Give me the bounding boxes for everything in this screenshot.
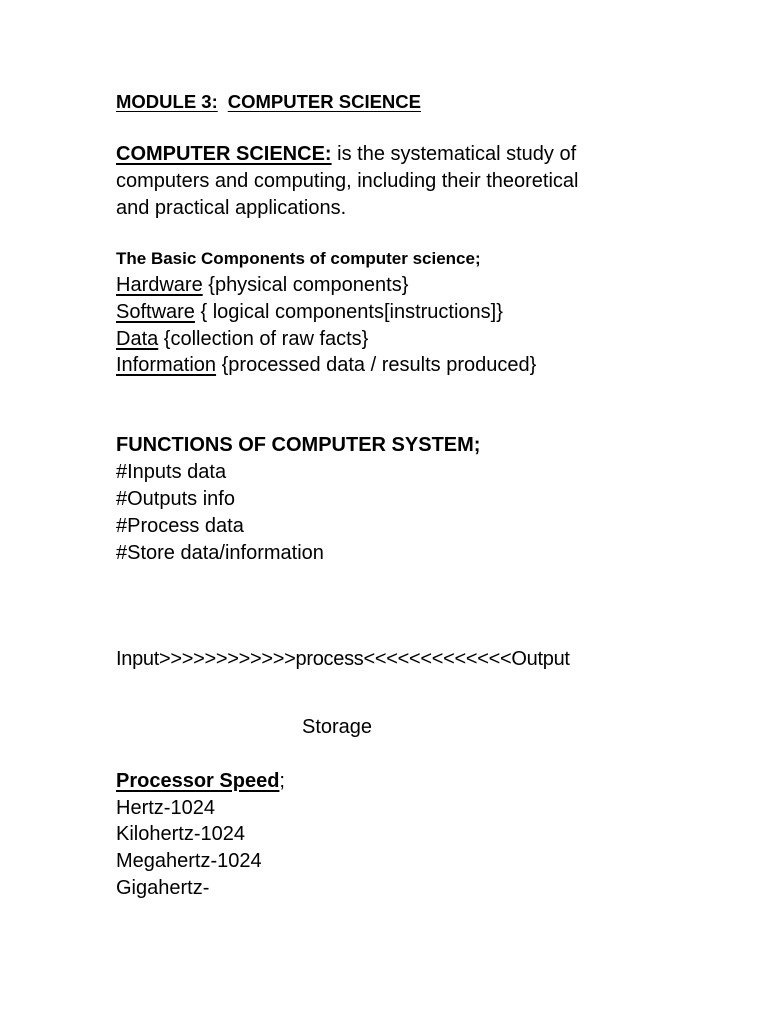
components-heading: The Basic Components of computer science; [116, 249, 481, 268]
function-item: #Store data/information [116, 542, 324, 564]
definition-term: COMPUTER SCIENCE: [116, 143, 332, 165]
processor-heading-line [116, 768, 285, 795]
processor-heading: Processor Speed [116, 770, 280, 792]
component-term: Information [116, 354, 217, 376]
component-item [116, 326, 368, 353]
processor-heading-suffix: ; [279, 770, 285, 792]
component-term: Data [116, 328, 159, 350]
module-subject: COMPUTER SCIENCE [227, 91, 421, 112]
function-item: #Outputs info [116, 488, 235, 510]
definition-line-1 [116, 141, 576, 168]
document-page [116, 0, 736, 1024]
definition-text-1: is the systematical study of [331, 143, 577, 165]
processor-item: Hertz-1024 [116, 797, 215, 819]
module-title [116, 88, 421, 115]
module-number: MODULE 3: [116, 91, 218, 112]
definition-line-2: computers and computing, including their theoretical [116, 170, 579, 192]
component-term: Hardware [116, 274, 203, 296]
component-item [116, 352, 536, 379]
processor-item: Gigahertz- [116, 877, 210, 899]
functions-heading: FUNCTIONS OF COMPUTER SYSTEM; [116, 434, 481, 456]
component-term: Software [116, 301, 195, 323]
function-item: #Process data [116, 515, 244, 537]
processor-item: Megahertz-1024 [116, 850, 262, 872]
component-item [116, 299, 503, 326]
function-item: #Inputs data [116, 461, 227, 483]
storage-label: Storage [302, 716, 373, 738]
definition-line-3: and practical applications. [116, 197, 347, 219]
component-desc: {physical components} [202, 274, 409, 296]
processor-item: Kilohertz-1024 [116, 823, 245, 845]
component-desc: {collection of raw facts} [158, 328, 369, 350]
component-desc: { logical components[instructions]} [194, 301, 503, 323]
component-item [116, 272, 408, 299]
component-desc: {processed data / results produced} [216, 354, 537, 376]
process-flow-line: Input>>>>>>>>>>>>process<<<<<<<<<<<<<Output [116, 648, 570, 670]
